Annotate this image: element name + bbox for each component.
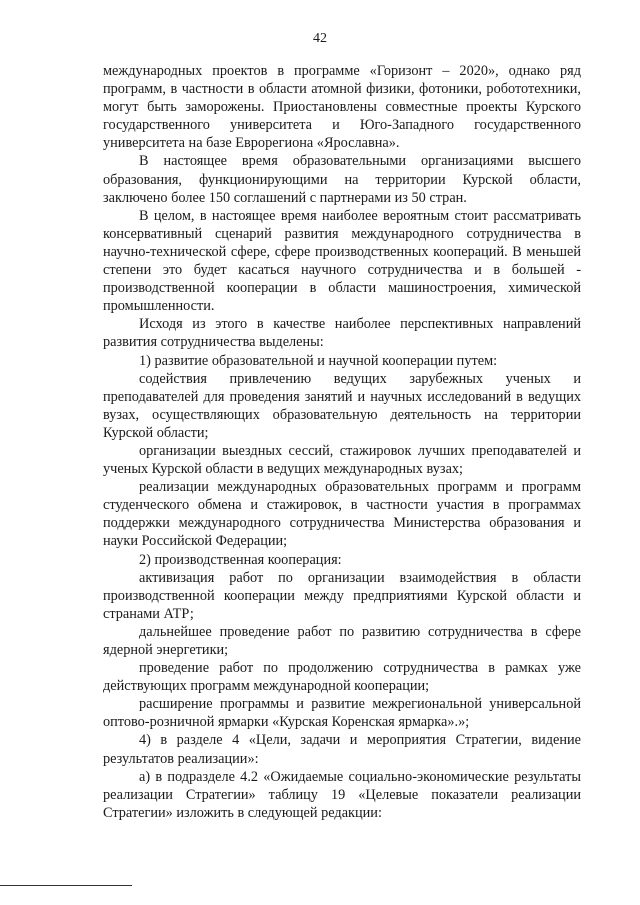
- page-number: 42: [313, 31, 327, 46]
- list-heading-education: 1) развитие образовательной и научной кооперации путем:: [139, 352, 498, 369]
- list-item: проведение работ по продолжению сотрудничества в рамках уже действующих программ международной кооперации;: [103, 660, 581, 695]
- list-item: дальнейшее проведение работ по развитию сотрудничества в сфере ядерной энергетики;: [103, 623, 581, 658]
- list-item: реализации международных образовательных программ и программ студенческого обмена и стажировок, в частности участия в программах поддержки международного сотрудничества Министерства образования и науки Российской Федерации;: [103, 479, 581, 550]
- footer-divider: [0, 885, 132, 886]
- list-item: организации выездных сессий, стажировок лучших преподавателей и ученых Курской области в ведущих международных вузах;: [103, 442, 581, 478]
- list-item: активизация работ по организации взаимодействия в области производственной кооперации между предприятиями Курской области и странами АТР;: [103, 569, 581, 622]
- paragraph-3: В целом, в настоящее время наиболее вероятным стоит рассматривать консервативный сценарий развития международного сотрудничества в научно-технической сфере, сфере производственных коопераций. В меньшей степени это будет касаться научного сотрудничества и в большей - производственной кооперации в области машиностроения, химической промышленности.: [103, 207, 581, 315]
- document-body: [103, 62, 581, 822]
- list-heading-production: 2) производственная кооперация:: [139, 551, 342, 568]
- paragraph-4: Исходя из этого в качестве наиболее перспективных направлений развития сотрудничества выделены:: [103, 316, 581, 351]
- section-amendment: 4) в разделе 4 «Цели, задачи и мероприятия Стратегии, видение результатов реализации»:: [103, 732, 581, 767]
- subsection-amendment: а) в подразделе 4.2 «Ожидаемые социально-экономические результаты реализации Стратегии» таблицу 19 «Целевые показатели реализации Стратегии» изложить в следующей редакции:: [103, 768, 581, 821]
- paragraph-1: международных проектов в программе «Горизонт – 2020», однако ряд программ, в частности в области атомной физики, фотоники, робототехники, могут быть заморожены. Приостановлены совместные проекты Курского государственного университета и Юго-Западного государственного университета на базе Еврорегиона «Ярославна».: [103, 63, 581, 152]
- list-item: содействия привлечению ведущих зарубежных ученых и преподавателей для проведения занятий и научных исследований в ведущих вузах, осуществляющих образовательную деятельность на территории Курской области;: [103, 370, 581, 441]
- list-item: расширение программы и развитие межрегиональной универсальной оптово-розничной ярмарки «Курская Коренская ярмарка».»;: [103, 696, 581, 731]
- paragraph-2: В настоящее время образовательными организациями высшего образования, функционирующими на территории Курской области, заключено более 150 соглашений с партнерами из 50 стран.: [103, 153, 581, 206]
